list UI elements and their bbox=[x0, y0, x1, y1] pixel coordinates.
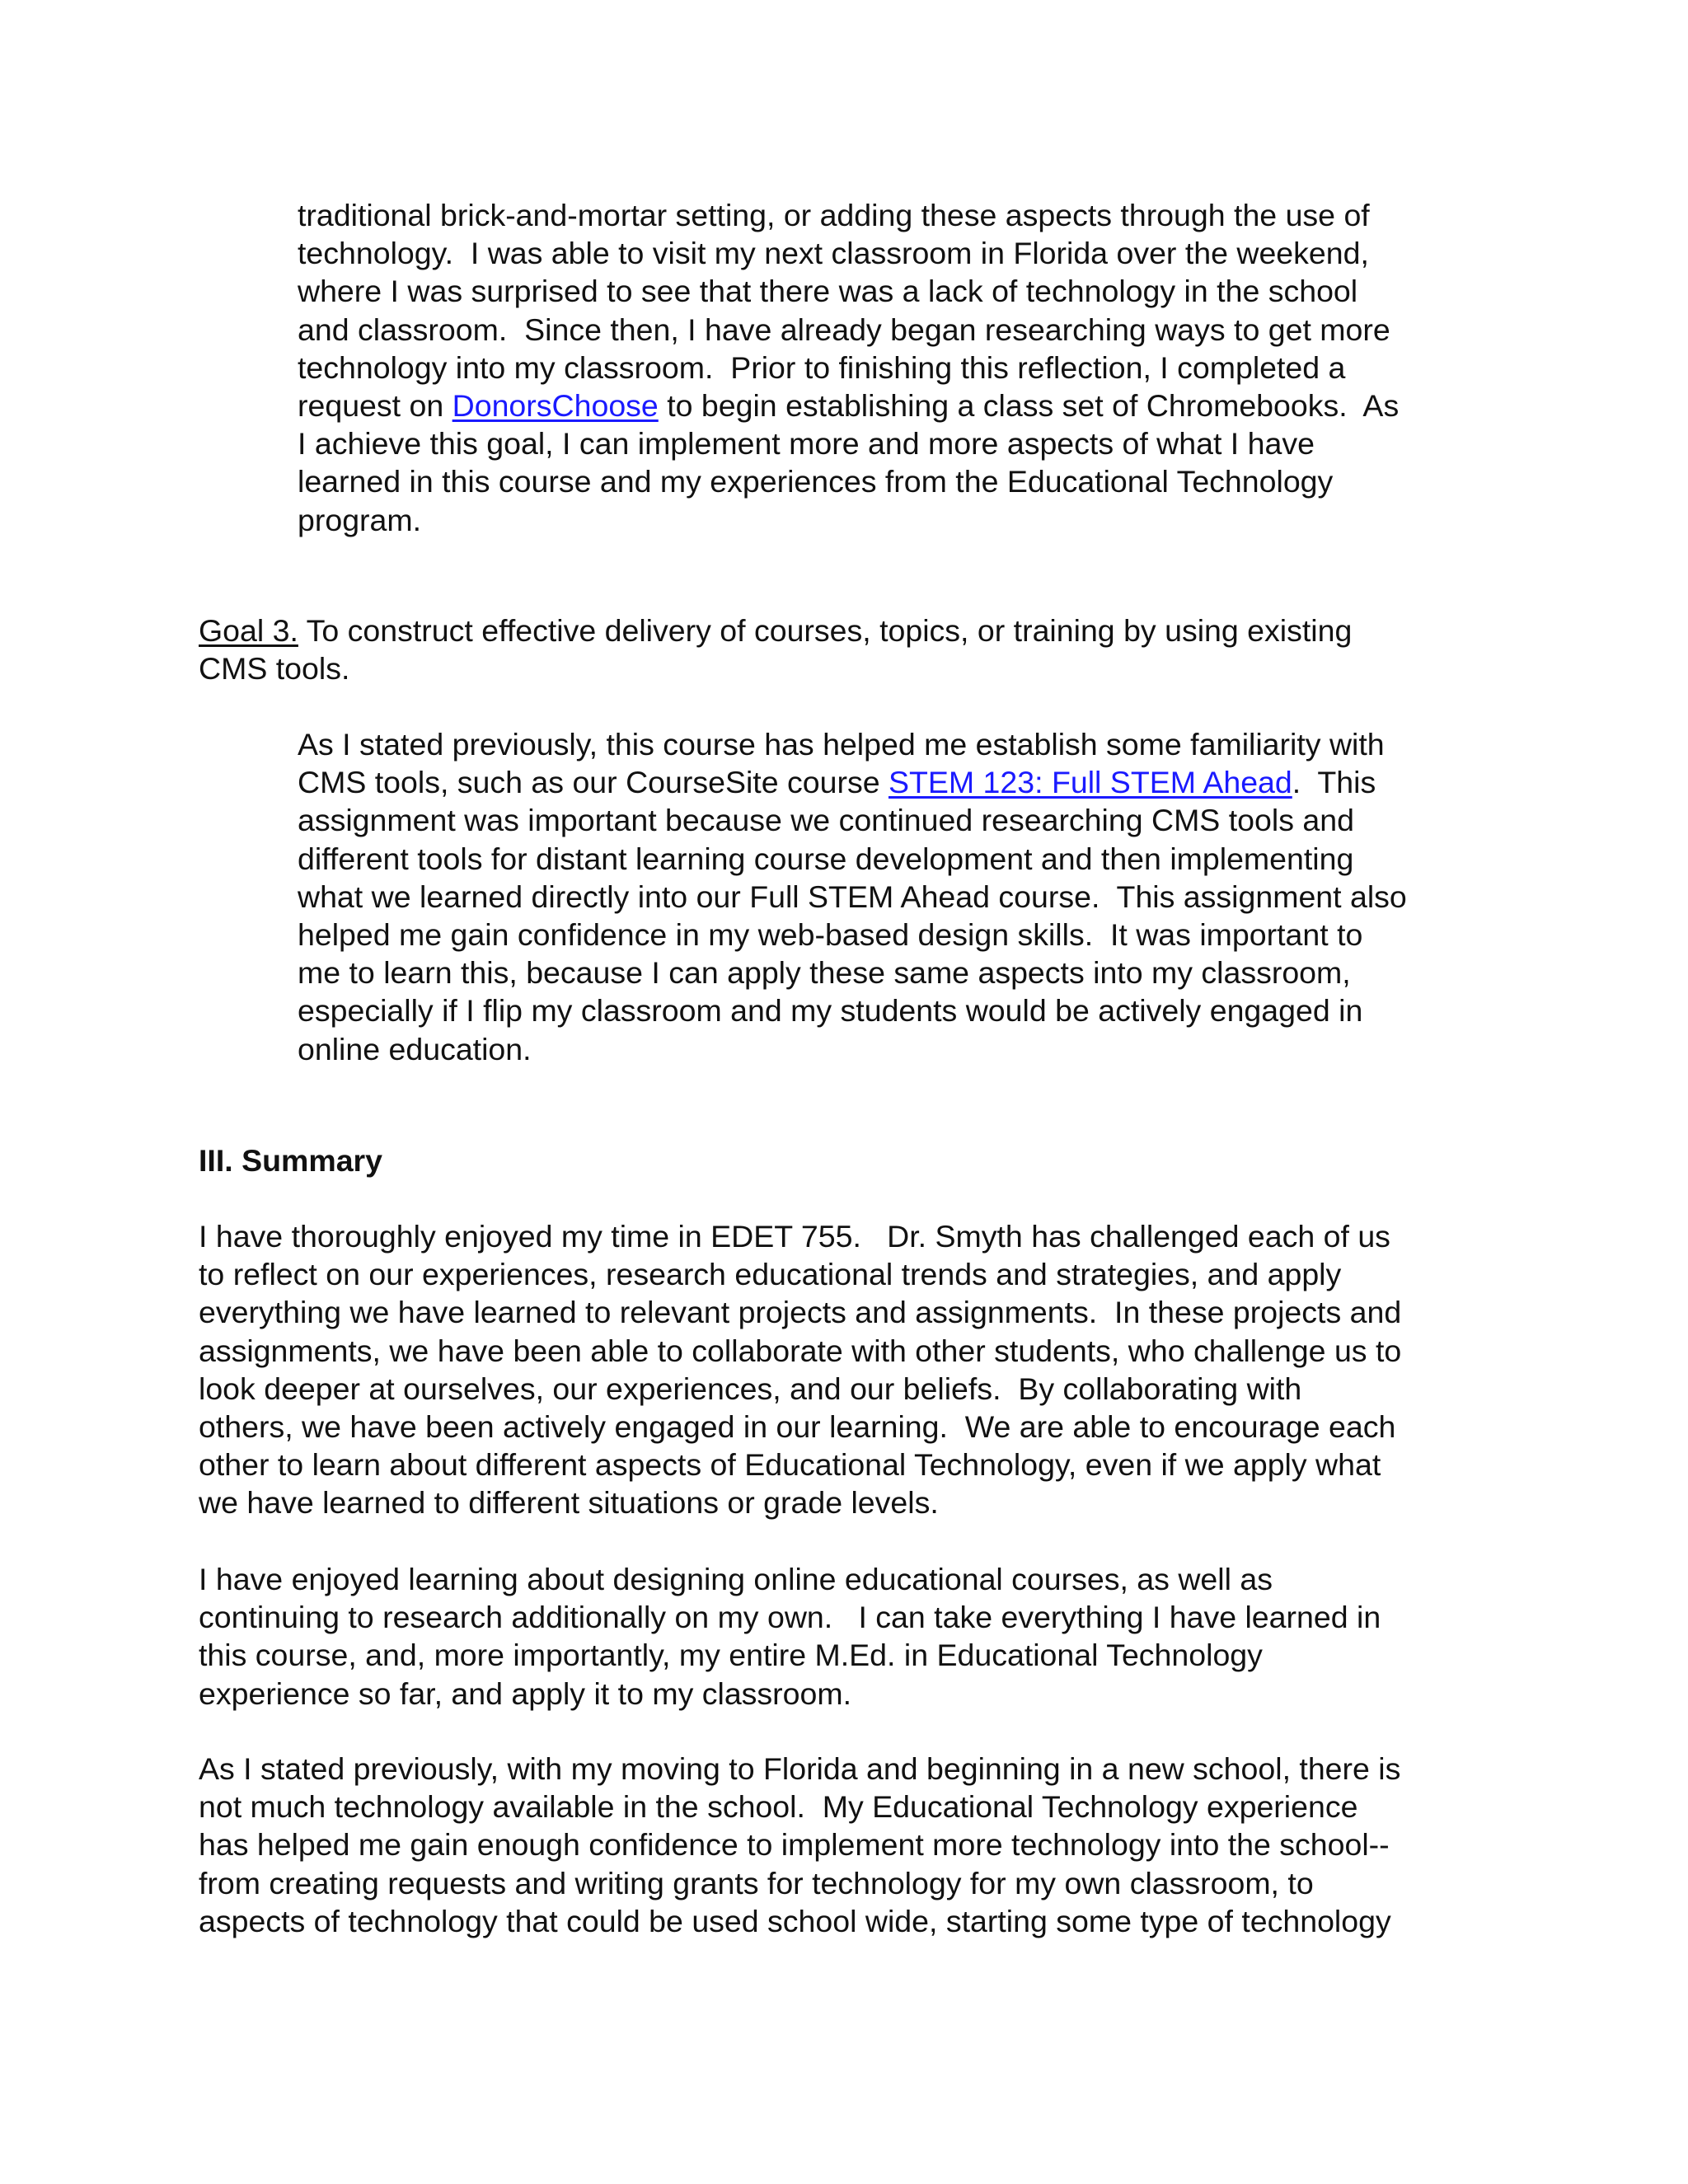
summary-heading: III. Summary bbox=[199, 1143, 383, 1178]
text-line: has helped me gain enough confidence to implement more technology into the school-- bbox=[199, 1827, 1390, 1863]
text-segment: to begin establishing a class set of Chromebooks. As bbox=[658, 388, 1400, 424]
text-line: others, we have been actively engaged in our learning. We are able to encourage each bbox=[199, 1409, 1396, 1445]
summary-paragraph-1 bbox=[199, 1217, 1517, 1522]
text-line: As I stated previously, this course has helped me establish some familiarity with bbox=[298, 727, 1385, 762]
text-line: this course, and, more importantly, my entire M.Ed. in Educational Technology bbox=[199, 1638, 1263, 1673]
text-line: I achieve this goal, I can implement more and more aspects of what I have bbox=[298, 426, 1315, 462]
text-segment: To construct effective delivery of courses, topics, or training by using existing bbox=[298, 613, 1353, 648]
text-line: aspects of technology that could be used school wide, starting some type of technology bbox=[199, 1903, 1391, 1938]
text-line bbox=[298, 763, 1517, 801]
text-line: to reflect on our experiences, research educational trends and strategies, and apply bbox=[199, 1257, 1342, 1292]
text-line bbox=[298, 387, 1517, 424]
reflection-paragraph-goal3 bbox=[298, 725, 1517, 1068]
summary-paragraph-2 bbox=[199, 1560, 1517, 1713]
text-line: experience so far, and apply it to my classroom. bbox=[199, 1675, 852, 1711]
text-line: where I was surprised to see that there was a lack of technology in the school bbox=[298, 274, 1358, 309]
text-line: online education. bbox=[298, 1031, 532, 1066]
text-line: everything we have learned to relevant projects and assignments. In these projects and bbox=[199, 1295, 1402, 1330]
text-line: CMS tools. bbox=[199, 651, 350, 687]
goal-3-label: Goal 3. bbox=[199, 613, 298, 648]
donorschoose-link[interactable]: DonorsChoose bbox=[452, 388, 659, 424]
text-line: from creating requests and writing grants for technology for my own classroom, to bbox=[199, 1865, 1314, 1900]
text-line: and classroom. Since then, I have already began researching ways to get more bbox=[298, 312, 1390, 347]
text-line: especially if I flip my classroom and my students would be actively engaged in bbox=[298, 993, 1363, 1029]
text-segment: CMS tools, such as our CourseSite course bbox=[298, 765, 889, 800]
text-line: traditional brick-and-mortar setting, or adding these aspects through the use of bbox=[298, 198, 1370, 232]
text-line: helped me gain confidence in my web-based design skills. It was important to bbox=[298, 917, 1363, 953]
text-segment: request on bbox=[298, 388, 452, 424]
reflection-paragraph-goal2 bbox=[298, 196, 1517, 539]
text-line: As I stated previously, with my moving to Florida and beginning in a new school, there is bbox=[199, 1751, 1401, 1786]
summary-paragraph-3 bbox=[199, 1750, 1517, 1940]
text-line: different tools for distant learning course development and then implementing bbox=[298, 841, 1354, 876]
text-segment: . This bbox=[1292, 765, 1376, 800]
text-line: we have learned to different situations or grade levels. bbox=[199, 1485, 939, 1521]
text-line: not much technology available in the school. My Educational Technology experience bbox=[199, 1789, 1358, 1825]
text-line: I have thoroughly enjoyed my time in EDET 755. Dr. Smyth has challenged each of us bbox=[199, 1219, 1390, 1254]
text-line: other to learn about different aspects of Educational Technology, even if we apply what bbox=[199, 1447, 1381, 1483]
text-line: program. bbox=[298, 502, 422, 537]
text-line: assignment was important because we continued researching CMS tools and bbox=[298, 803, 1354, 838]
text-line: learned in this course and my experiences from the Educational Technology bbox=[298, 464, 1334, 499]
text-line: assignments, we have been able to collaborate with other students, who challenge us to bbox=[199, 1333, 1402, 1368]
text-line: technology into my classroom. Prior to finishing this reflection, I completed a bbox=[298, 349, 1346, 385]
goal-3-statement bbox=[199, 612, 1517, 687]
stem-123-course-link[interactable]: STEM 123: Full STEM Ahead bbox=[888, 765, 1292, 800]
text-line: me to learn this, because I can apply these same aspects into my classroom, bbox=[298, 955, 1351, 991]
text-line: look deeper at ourselves, our experiences, and our beliefs. By collaborating with bbox=[199, 1371, 1302, 1406]
text-line: technology. I was able to visit my next classroom in Florida over the weekend, bbox=[298, 236, 1369, 271]
text-line: what we learned directly into our Full STEM Ahead course. This assignment also bbox=[298, 879, 1407, 914]
text-line: continuing to research additionally on my own. I can take everything I have learned in bbox=[199, 1600, 1381, 1635]
text-line bbox=[199, 612, 1517, 649]
text-line: I have enjoyed learning about designing online educational courses, as well as bbox=[199, 1562, 1273, 1596]
